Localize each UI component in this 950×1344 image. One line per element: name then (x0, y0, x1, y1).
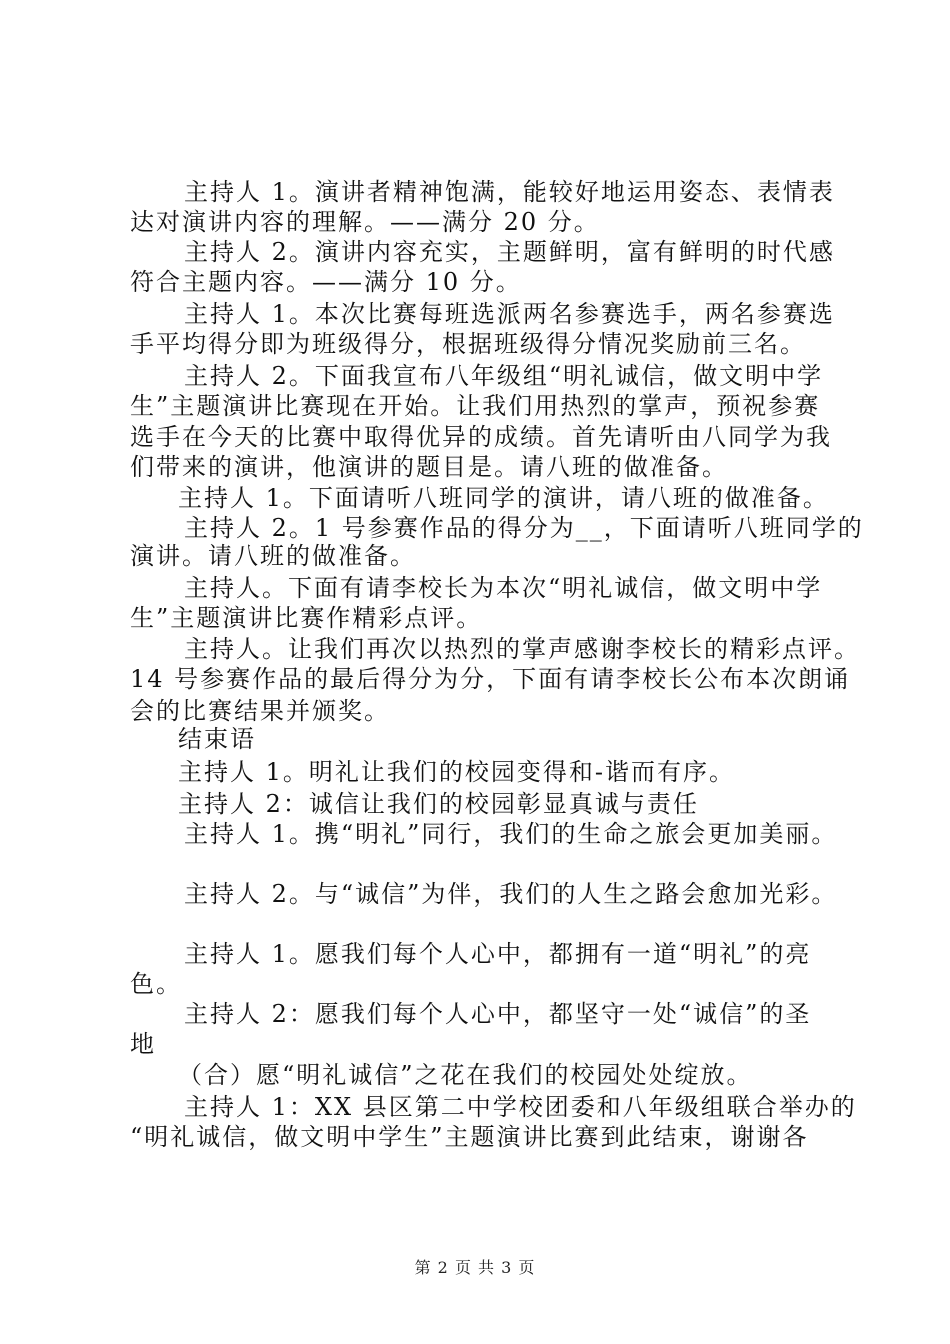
paragraph-line-17: 14 号参赛作品的最后得分为分，下面有请李校长公布本次朗诵 (130, 665, 851, 693)
paragraph-line-11: 主持人 1。下面请听八班同学的演讲，请八班的做准备。 (178, 484, 829, 512)
paragraph-line-5: 主持人 1。本次比赛每班选派两名参赛选手，两名参赛选 (184, 300, 835, 328)
section-heading: 结束语 (178, 725, 256, 753)
paragraph-line-2: 达对演讲内容的理解。——满分 20 分。 (130, 208, 600, 236)
paragraph-line-28: 主持人 1：XX 县区第二中学校团委和八年级组联合举办的 (184, 1093, 857, 1121)
paragraph-line-12: 主持人 2。1 号参赛作品的得分为__，下面请听八班同学的 (184, 514, 864, 542)
paragraph-line-19: 主持人 1。明礼让我们的校园变得和-谐而有序。 (178, 758, 736, 786)
paragraph-line-23: 主持人 1。愿我们每个人心中，都拥有一道“明礼”的亮 (184, 940, 812, 968)
paragraph-line-20: 主持人 2：诚信让我们的校园彰显真诚与责任 (178, 790, 699, 818)
paragraph-line-24: 色。 (130, 970, 182, 998)
paragraph-line-8: 生”主题演讲比赛现在开始。让我们用热烈的掌声，预祝参赛 (130, 392, 821, 420)
paragraph-line-29: “明礼诚信，做文明中学生”主题演讲比赛到此结束，谢谢各 (130, 1123, 809, 1151)
paragraph-line-26: 地 (130, 1030, 156, 1058)
paragraph-line-1: 主持人 1。演讲者精神饱满，能较好地运用姿态、表情表 (184, 178, 835, 206)
paragraph-line-27: （合）愿“明礼诚信”之花在我们的校园处处绽放。 (178, 1061, 753, 1089)
paragraph-line-22: 主持人 2。与“诚信”为伴，我们的人生之路会愈加光彩。 (184, 880, 838, 908)
paragraph-line-7: 主持人 2。下面我宣布八年级组“明礼诚信，做文明中学 (184, 362, 824, 390)
paragraph-line-13: 演讲。请八班的做准备。 (130, 542, 416, 570)
paragraph-line-3: 主持人 2。演讲内容充实，主题鲜明，富有鲜明的时代感 (184, 238, 835, 266)
paragraph-line-10: 们带来的演讲，他演讲的题目是。请八班的做准备。 (130, 453, 728, 481)
paragraph-line-21: 主持人 1。携“明礼”同行，我们的生命之旅会更加美丽。 (184, 820, 838, 848)
paragraph-line-6: 手平均得分即为班级得分，根据班级得分情况奖励前三名。 (130, 330, 806, 358)
paragraph-line-18: 会的比赛结果并颁奖。 (130, 697, 390, 725)
paragraph-line-14: 主持人。下面有请李校长为本次“明礼诚信，做文明中学 (184, 574, 823, 602)
paragraph-line-9: 选手在今天的比赛中取得优异的成绩。首先请听由八同学为我 (130, 423, 832, 451)
paragraph-line-15: 生”主题演讲比赛作精彩点评。 (130, 604, 483, 632)
paragraph-line-4: 符合主题内容。——满分 10 分。 (130, 268, 522, 296)
page-footer: 第 2 页 共 3 页 (414, 1258, 536, 1277)
paragraph-line-16: 主持人。让我们再次以热烈的掌声感谢李校长的精彩点评。 (184, 635, 860, 663)
paragraph-line-25: 主持人 2：愿我们每个人心中，都坚守一处“诚信”的圣 (184, 1000, 812, 1028)
